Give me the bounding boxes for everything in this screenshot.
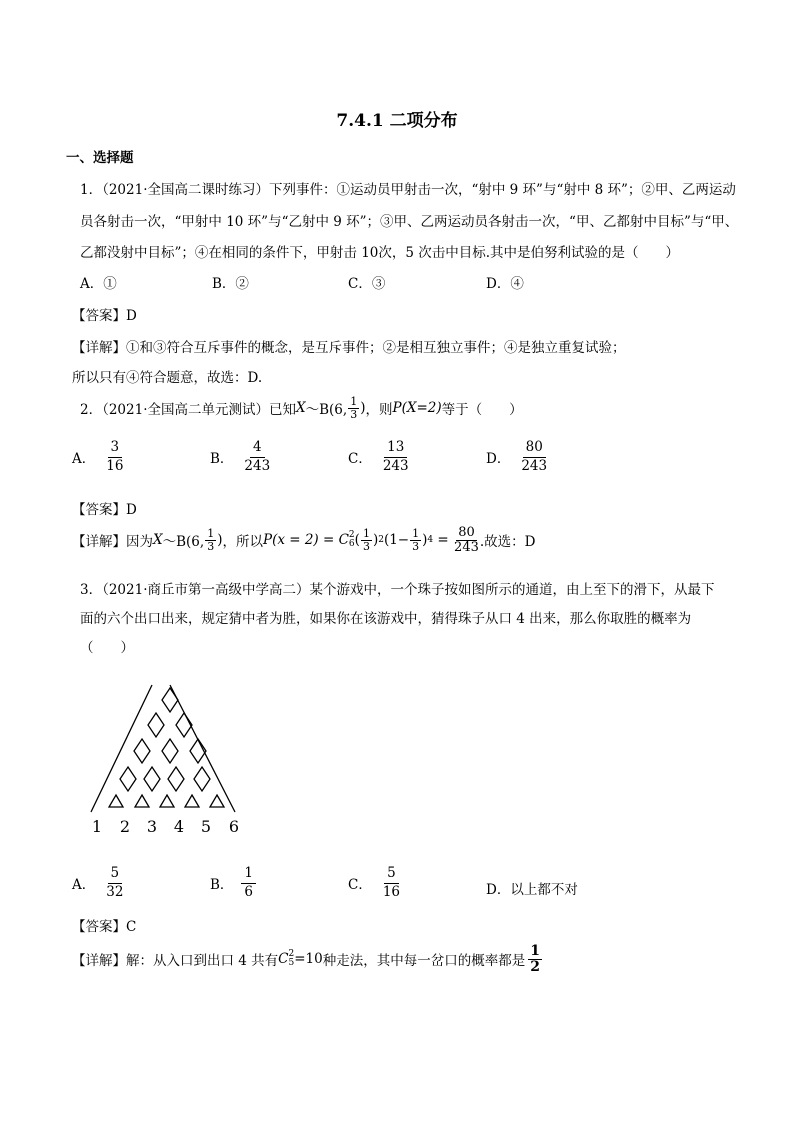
page-title: 7.4.1 二项分布	[336, 111, 458, 131]
exit-triangle	[160, 795, 174, 807]
peg-diamond	[168, 767, 184, 791]
fraction-num: 13	[384, 440, 407, 458]
q3-answer: 【答案】C	[72, 919, 137, 935]
option-label: C．	[348, 451, 372, 468]
option-fraction	[241, 440, 273, 474]
fraction-den: 3	[362, 539, 370, 553]
q3-detail-half	[528, 944, 542, 974]
fraction-den: 2	[530, 958, 540, 975]
peg-diamond	[162, 688, 178, 712]
left-wall	[91, 685, 152, 812]
fraction-den: 243	[244, 457, 271, 474]
combination-sub: 6	[348, 539, 355, 550]
fraction-num: 1	[207, 527, 215, 541]
paren: (1−	[383, 532, 410, 549]
q3-detail	[72, 944, 542, 974]
fraction-den: 6	[244, 883, 254, 900]
q1-option-a: A．①	[80, 276, 117, 292]
option-label: B．	[210, 451, 234, 468]
fraction-num: 80	[458, 525, 475, 540]
exit-label-1: 1	[91, 817, 103, 836]
q3-text-line3: （ ）	[80, 640, 134, 656]
peg-diamond	[134, 739, 150, 763]
fraction-den: 3	[207, 539, 215, 553]
q1-option-c: C．③	[348, 276, 386, 292]
q3-option-a	[72, 866, 126, 900]
q1-answer: 【答案】D	[72, 308, 137, 324]
exponent: 2	[378, 535, 384, 546]
option-label: A．	[72, 877, 96, 894]
combination-sup: 2	[288, 949, 295, 960]
exit-triangle	[109, 795, 123, 807]
q2-detail-variable: X	[153, 532, 163, 549]
q2-detail-p2	[410, 528, 421, 552]
q2-detail	[72, 526, 536, 554]
q3-detail-mid: 种走法，其中每一岔口的概率都是	[322, 953, 526, 970]
exponent: 4	[427, 535, 434, 546]
section-heading: 一、选择题	[66, 150, 134, 166]
exit-label-3: 3	[146, 817, 158, 836]
option-fraction	[103, 866, 126, 900]
combination-sup: 2	[348, 530, 355, 541]
fraction-den: 32	[106, 883, 124, 900]
q3-detail-c: C	[278, 951, 289, 968]
q2-variable: X	[296, 400, 306, 417]
option-fraction	[380, 866, 403, 900]
option-label: A．	[72, 451, 96, 468]
fraction-num: 4	[250, 440, 265, 458]
paren: )	[372, 532, 379, 549]
fraction-den: 243	[521, 457, 548, 474]
q3-option-b	[210, 866, 256, 900]
q2-option-d	[486, 440, 550, 474]
q2-param-num: 1	[350, 395, 358, 408]
pegboard-diagram	[85, 682, 255, 842]
q2-prefix: 2．（2021·全国高二单元测试）已知	[80, 402, 296, 419]
peg-diamond	[176, 713, 192, 737]
fraction-num: 80	[523, 440, 546, 458]
exit-label-4: 4	[173, 817, 185, 836]
option-label: B．	[210, 877, 234, 894]
peg-diamond	[162, 739, 178, 763]
q3-text-line1: 3．（2021·商丘市第一高级中学高二）某个游戏中，一个珠子按如图所示的通道，由上至下的滑下，从最下	[80, 582, 715, 598]
fraction-num: 3	[108, 440, 123, 458]
q2-option-a	[72, 440, 126, 474]
q2-param-den: 3	[350, 407, 358, 421]
fraction-den: 243	[382, 457, 409, 474]
peg-diamond	[144, 767, 160, 791]
fraction-num: 1	[362, 527, 370, 541]
q2-suffix: 等于（ ）	[441, 402, 523, 419]
option-fraction	[518, 440, 550, 474]
paren: )	[422, 532, 428, 549]
q2-detail-p: P(x = 2) = C	[262, 532, 349, 549]
q3-detail-eq: =10	[294, 951, 323, 968]
q1-text-line2: 员各射击一次，“甲射中 10 环”与“乙射中 9 环”；③甲、乙两运动员各射击一次，“甲、乙都射中目标”与“甲、	[80, 214, 739, 230]
q1-detail-line2: 所以只有④符合题意，故选：D.	[72, 370, 263, 386]
q2-close-paren: )	[360, 400, 366, 417]
fraction-den: 243	[454, 539, 479, 555]
option-fraction	[380, 440, 412, 474]
q3-detail-prefix: 【详解】解：从入口到出口 4 共有	[72, 953, 279, 970]
fraction-num: 5	[384, 866, 399, 884]
q2-detail-close: )	[217, 532, 223, 549]
q2-stem	[80, 396, 523, 420]
q2-answer: 【答案】D	[72, 502, 137, 518]
q2-detail-param	[205, 528, 216, 552]
q2-detail-mid: ，所以	[222, 534, 263, 551]
exit-triangle	[210, 795, 224, 807]
q1-text-line3: 乙都没射中目标”；④在相同的条件下，甲射击 10次，5 次击中目标.其中是伯努利试验的是（ ）	[80, 245, 680, 261]
equals: =	[433, 532, 454, 549]
exit-label-5: 5	[200, 817, 212, 836]
q1-option-d: D．④	[486, 276, 524, 292]
q2-probability: P(X=2)	[392, 400, 442, 417]
q3-text-line2: 面的六个出口出来，规定猜中者为胜，如果你在该游戏中，猜得珠子从口 4 出来，那么你取胜的概率为	[80, 611, 692, 627]
q2-option-b	[210, 440, 273, 474]
q2-detail-result	[454, 526, 479, 554]
q2-detail-suffix: .故选：D	[479, 534, 536, 551]
fraction-num: 1	[530, 943, 540, 959]
fraction-num: 1	[412, 527, 420, 541]
exit-label-6: 6	[228, 817, 240, 836]
fraction-den: 16	[106, 457, 124, 474]
fraction-den: 16	[382, 883, 401, 900]
peg-diamond	[148, 713, 164, 737]
peg-diamond	[120, 767, 136, 791]
option-fraction	[241, 866, 256, 900]
combination-sub: 5	[288, 958, 295, 969]
q2-detail-distribution: ～B(6,	[162, 534, 205, 551]
option-label: C．	[348, 877, 372, 894]
q2-detail-prefix: 【详解】因为	[72, 534, 153, 551]
q1-text-line1: 1．（2021·全国高二课时练习）下列事件：①运动员甲射击一次，“射中 9 环”与“射中 8 环”；②甲、乙两运动	[80, 182, 736, 198]
peg-diamond	[194, 767, 210, 791]
q3-option-c	[348, 866, 403, 900]
exit-triangle	[185, 795, 199, 807]
fraction-num: 1	[241, 866, 256, 884]
q3-option-d: D．以上都不对	[486, 882, 578, 898]
q2-distribution: ～B(6,	[305, 402, 348, 419]
paren: (	[354, 532, 360, 549]
q1-option-b: B．②	[212, 276, 249, 292]
q2-detail-p1	[361, 528, 372, 552]
exit-label-2: 2	[119, 817, 131, 836]
exit-triangle	[135, 795, 149, 807]
option-fraction	[103, 440, 126, 474]
q2-option-c	[348, 440, 412, 474]
fraction-num: 5	[108, 866, 123, 884]
right-wall	[170, 685, 235, 812]
fraction-den: 3	[412, 539, 420, 553]
q2-mid: ，则	[365, 402, 393, 419]
option-label: D．	[486, 451, 511, 468]
q2-param-fraction	[348, 396, 359, 420]
q1-detail-line1: 【详解】①和③符合互斥事件的概念，是互斥事件；②是相互独立事件；④是独立重复试验；	[72, 340, 626, 356]
